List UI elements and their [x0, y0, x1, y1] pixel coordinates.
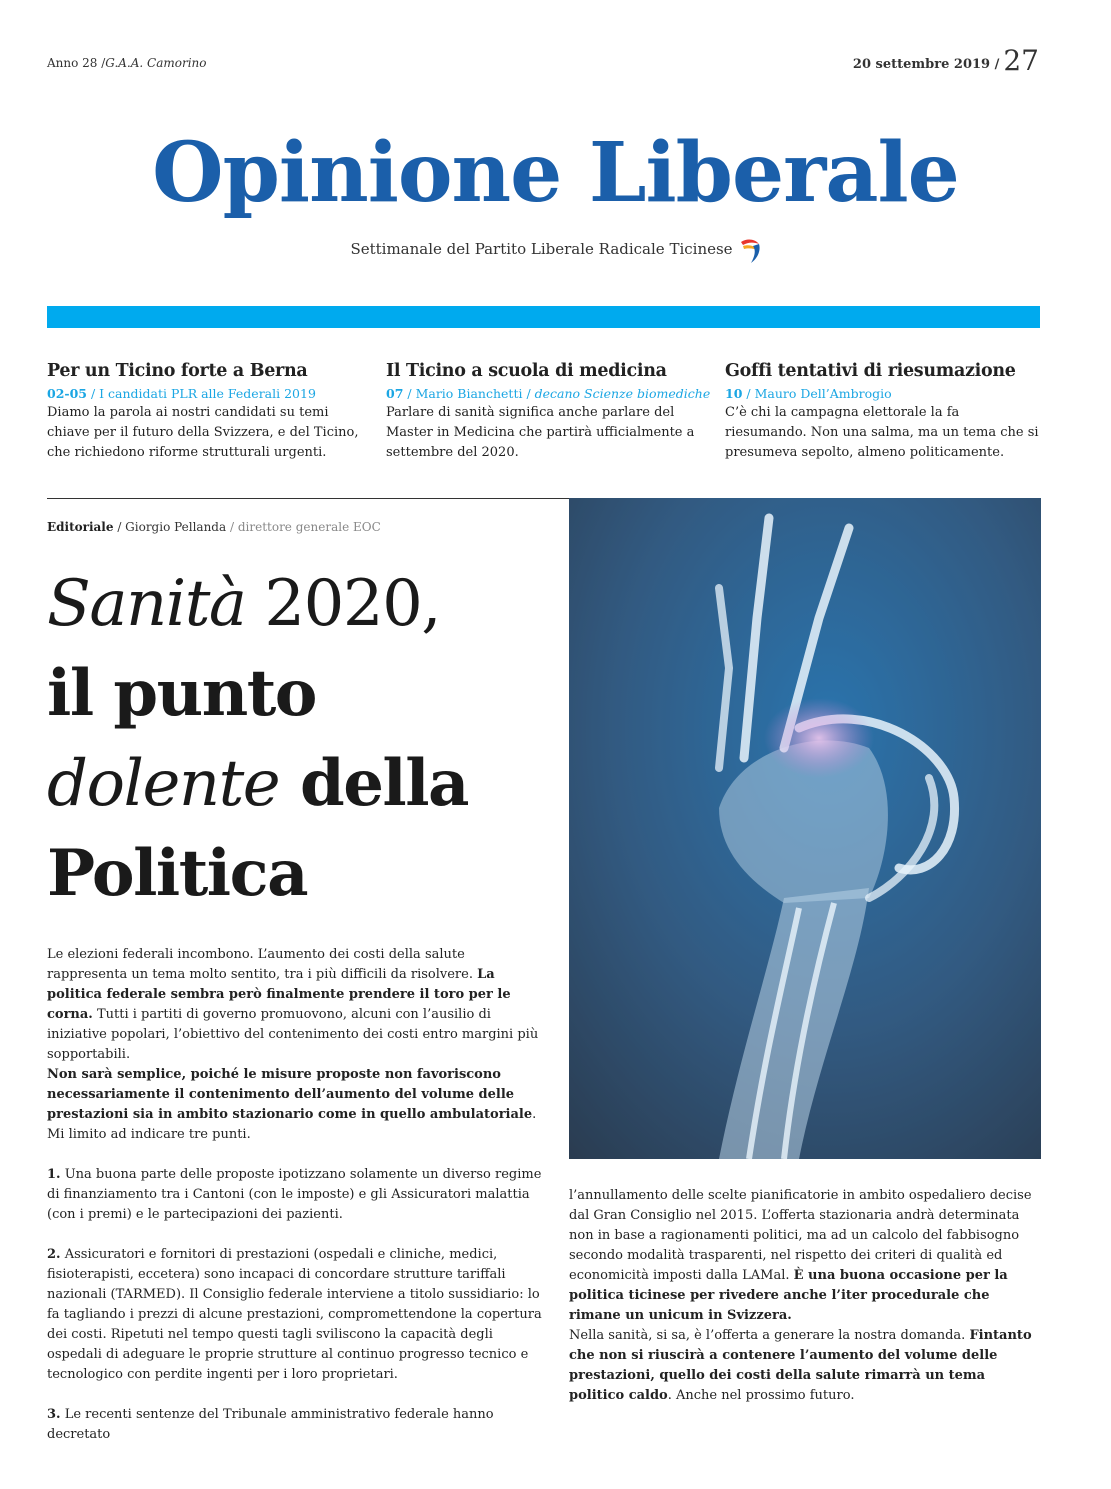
- paragraph: [569, 1186, 1041, 1326]
- headline-part: 2020,: [245, 567, 441, 641]
- year-label: Anno 28 /: [47, 56, 106, 70]
- issue-date: 20 settembre 2019 /: [852, 57, 1000, 72]
- text-run: Fintanto che non si riuscirà a contenere l’aumento del volume delle prestazioni, quello dei costi della salute rimarrà un tema politico caldo: [569, 1328, 1032, 1403]
- text-run: La politica federale sembra però finalmente prendere il toro per le corna.: [47, 967, 511, 1022]
- point-number: 3.: [47, 1407, 61, 1422]
- teaser-meta: [725, 384, 1043, 403]
- teaser-meta: [47, 384, 365, 403]
- text-run: Le recenti sentenze del Tribunale amministrativo federale hanno decretato: [47, 1407, 494, 1442]
- paragraph: [47, 945, 547, 1065]
- teaser-1[interactable]: [47, 361, 365, 463]
- teaser-title[interactable]: Il Ticino a scuola di medicina: [386, 361, 667, 381]
- teaser-pages: 10: [725, 386, 743, 401]
- divider: [47, 498, 569, 499]
- text-run: Assicuratori e fornitori di prestazioni (ospedali e cliniche, medici, fisioterapisti, eccetera) sono incapaci di concordare strutture tariffali nazionali (TARMED). Il Consiglio federale interviene a titolo sussidiario: lo fa tagliando i prezzi di alcune prestazioni, compromettendone la copertura dei costi. Ripetuti nel tempo questi tagli sviliscono la capacità degli ospedali di adeguare le proprie strutture al continuo progresso tecnico e tecnologico con perdite ingenti per i loro proprietari.: [47, 1247, 542, 1382]
- teaser-pages: 02-05: [47, 386, 87, 401]
- page-number: 27: [1003, 44, 1039, 77]
- teaser-text: C’è chi la campagna elettorale la fa riesumando. Non una salma, ma un tema che si presumeva sepolto, almeno politicamente.: [725, 405, 1039, 460]
- teaser-byline: / Mauro Dell’Ambrogio: [742, 386, 892, 401]
- article-author: Giorgio Pellanda: [125, 520, 227, 534]
- teaser-3[interactable]: [725, 361, 1043, 463]
- paragraph: [569, 1326, 1041, 1406]
- teaser-text: Parlare di sanità significa anche parlare del Master in Medicina che partirà ufficialmente a settembre del 2020.: [386, 405, 695, 460]
- text-run: Tutti i partiti di governo promuovono, alcuni con l’ausilio di iniziative popolari, l’obiettivo del contenimento dei costi entro margini più sopportabili.: [47, 1007, 539, 1062]
- teaser-2[interactable]: [386, 361, 711, 463]
- header-bar: [47, 306, 1040, 328]
- headline-part: Politica: [47, 836, 308, 911]
- section-label: Editoriale: [47, 520, 114, 534]
- issue-info: [47, 56, 207, 70]
- point-number: 2.: [47, 1247, 61, 1262]
- paragraph: [47, 1065, 547, 1145]
- teaser-byline: / I candidati PLR alle Federali 2019: [86, 386, 316, 401]
- article-body-left: [47, 945, 547, 1445]
- paragraph: [47, 1165, 547, 1225]
- paragraph: [47, 1405, 547, 1445]
- teaser-title[interactable]: Goffi tentativi di riesumazione: [725, 361, 1016, 381]
- text-run: Nella sanità, si sa, è l’offerta a generare la nostra domanda.: [569, 1328, 970, 1343]
- masthead-subtitle: [0, 236, 1111, 264]
- headline-part: della: [279, 746, 468, 821]
- point-number: 1.: [47, 1167, 61, 1182]
- date-page: [853, 44, 1039, 77]
- author-role: direttore generale EOC: [237, 520, 381, 534]
- teaser-meta: [386, 384, 711, 403]
- article-body-right: [569, 1186, 1041, 1406]
- text-run: l’annullamento delle scelte pianificatorie in ambito ospedaliero decise dal Gran Consiglio nel 2015. L’offerta stazionaria andrà determinata non in base a ragionamenti politici, ma ad un calcolo del fabbisogno secondo modalità trasparenti, nel rispetto dei criteri di qualità ed economicità imposti dalla LAMal.: [569, 1188, 1032, 1283]
- text-run: Non sarà semplice, poiché le misure proposte non favoriscono necessariamente il contenimento dell’aumento del volume delle prestazioni sia in ambito stazionario come in quello ambulatoriale: [47, 1067, 533, 1122]
- headline-part: il punto: [47, 656, 316, 731]
- teaser-pages: 07: [386, 386, 404, 401]
- text-run: Le elezioni federali incombono. L’aumento dei costi della salute rappresenta un tema molto sentito, tra i più difficili da risolvere.: [47, 947, 478, 982]
- headline-part: Sanità: [47, 567, 246, 641]
- teaser-role: decano Scienze biomediche: [534, 386, 711, 401]
- issue-author: G.A.A. Camorino: [105, 56, 207, 70]
- teaser-title[interactable]: Per un Ticino forte a Berna: [47, 361, 308, 381]
- plr-flame-icon: [739, 236, 761, 264]
- xray-hand-image: [569, 498, 1041, 1159]
- article-kicker: Editoriale / Giorgio Pellanda / direttore generale EOC: [47, 520, 381, 534]
- masthead-title: Opinione Liberale: [152, 125, 959, 221]
- text-run: . Mi limito ad indicare tre punti.: [47, 1107, 537, 1142]
- text-run: È una buona occasione per la politica ticinese per rivedere anche l’iter procedurale che rimane un unicum in Svizzera.: [569, 1268, 1008, 1323]
- headline-part: dolente: [47, 747, 280, 821]
- paragraph: [47, 1245, 547, 1385]
- subtitle-text: Settimanale del Partito Liberale Radicale Ticinese: [350, 240, 733, 258]
- teaser-byline: / Mario Bianchetti /: [403, 386, 535, 401]
- teaser-text: Diamo la parola ai nostri candidati su temi chiave per il futuro della Svizzera, e del Ticino, che richiedono riforme strutturali urgenti.: [47, 405, 359, 460]
- article-headline: [47, 560, 567, 919]
- text-run: . Anche nel prossimo futuro.: [667, 1388, 855, 1403]
- text-run: Una buona parte delle proposte ipotizzano solamente un diverso regime di finanziamento tra i Cantoni (con le imposte) e gli Assicuratori malattia (con i premi) e le partecipazioni dei pazienti.: [47, 1167, 542, 1222]
